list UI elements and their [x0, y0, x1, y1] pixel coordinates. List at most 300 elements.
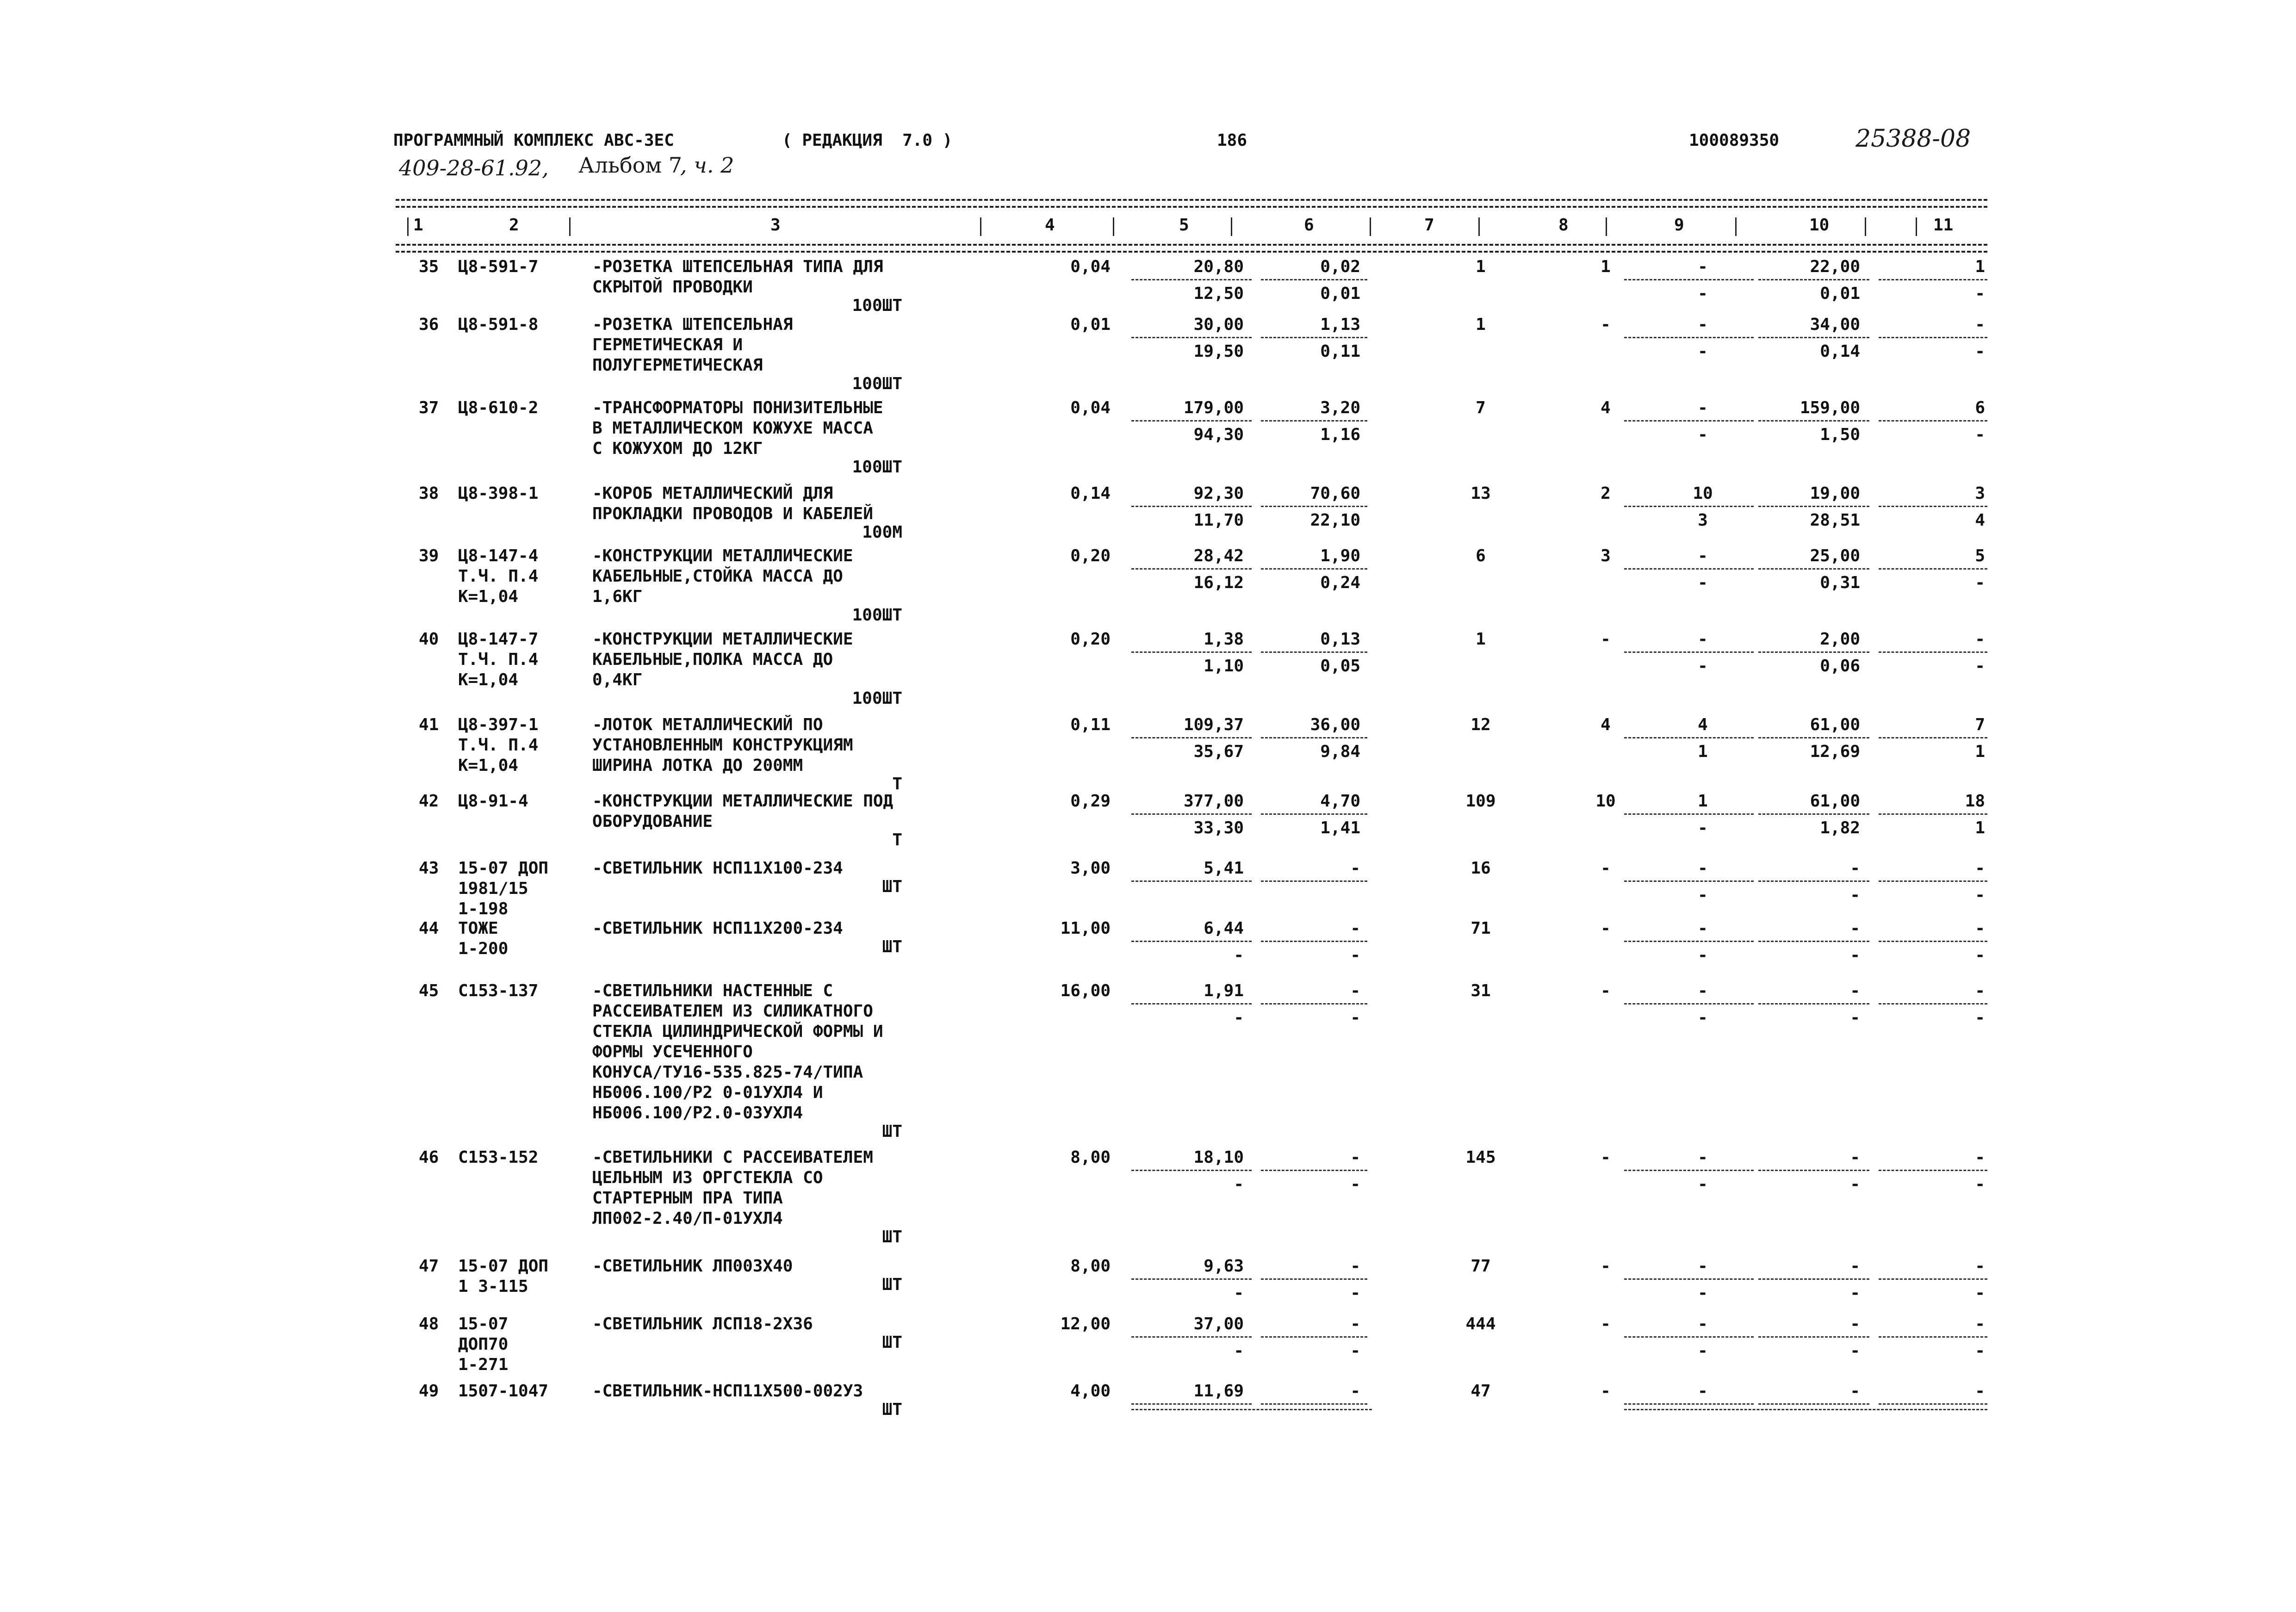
cell-divider [1624, 1403, 1754, 1405]
row-number: 39 [419, 546, 439, 565]
work-code: Т.Ч. П.4 [458, 736, 539, 755]
wage-cost: 19,50 [1193, 342, 1244, 361]
cell-divider [1261, 506, 1367, 507]
col11-value: - [1975, 1148, 1985, 1167]
cell-divider [1879, 1403, 1987, 1405]
quantity: 0,20 [1070, 546, 1111, 565]
labor-total: 31 [1471, 981, 1491, 1000]
col11-value: - [1975, 1257, 1985, 1276]
wage-cost: 33,30 [1193, 818, 1244, 837]
col11-value: - [1975, 1382, 1985, 1401]
labor-machinist: - [1601, 1314, 1611, 1333]
col11-value: 3 [1975, 484, 1985, 503]
machine-wage-cost: 0,24 [1320, 573, 1360, 592]
cell-divider [1261, 1003, 1367, 1004]
column-separator [1916, 217, 1917, 236]
quantity: 0,14 [1070, 484, 1111, 503]
column-separator [1231, 217, 1232, 236]
col11-value-2: - [1975, 886, 1985, 905]
col9-value: - [1698, 859, 1708, 878]
row-number: 46 [419, 1148, 439, 1167]
col9-value: - [1698, 630, 1708, 649]
unit-cost: 30,00 [1193, 315, 1244, 334]
labor-machinist: - [1601, 1148, 1611, 1167]
labor-total: 71 [1471, 919, 1491, 938]
machine-cost: 36,00 [1310, 715, 1360, 734]
quantity: 0,20 [1070, 630, 1111, 649]
labor-machinist: - [1601, 1257, 1611, 1276]
cell-divider [1758, 420, 1869, 422]
cell-divider [1261, 880, 1367, 882]
labor-total: 13 [1471, 484, 1491, 503]
labor-machinist: 10 [1595, 792, 1616, 811]
machine-wage-cost: - [1350, 1283, 1360, 1302]
work-description: -КОРОБ МЕТАЛЛИЧЕСКИЙ ДЛЯ [592, 484, 833, 503]
wage-cost: 94,30 [1193, 425, 1244, 444]
unit-cost: 377,00 [1183, 792, 1244, 811]
quantity: 0,11 [1070, 715, 1111, 734]
cell-divider [1758, 337, 1869, 338]
unit-cost: 179,00 [1183, 398, 1244, 417]
col9-value-2: - [1698, 946, 1708, 965]
work-description: -СВЕТИЛЬНИК ЛСП18-2Х36 [592, 1314, 813, 1333]
work-code: Ц8-147-4 [458, 546, 539, 565]
edition-label: ( РЕДАКЦИЯ 7.0 ) [782, 131, 953, 150]
col9-value: - [1698, 1314, 1708, 1333]
machine-cost: - [1350, 981, 1360, 1000]
col11-value: - [1975, 981, 1985, 1000]
machine-cost: 70,60 [1310, 484, 1360, 503]
header-bottom-rule-2 [396, 251, 1987, 253]
work-description: ШИРИНА ЛОТКА ДО 200ММ [592, 756, 803, 775]
cell-divider [1624, 337, 1754, 338]
col9-value: - [1698, 257, 1708, 276]
cell-divider [1131, 568, 1252, 570]
machine-cost: 0,13 [1320, 630, 1360, 649]
work-code: Ц8-591-7 [458, 257, 539, 276]
col11-value-2: 1 [1975, 742, 1985, 761]
work-description: ПОЛУГЕРМЕТИЧЕСКАЯ [592, 356, 763, 375]
col11-value: 1 [1975, 257, 1985, 276]
table-end-rule [1624, 1409, 1987, 1410]
cell-divider [1758, 651, 1869, 653]
column-separator [1865, 217, 1866, 236]
col9-value: - [1698, 315, 1708, 334]
work-code: ТОЖЕ [458, 919, 498, 938]
unit-of-measure: 100ШТ [852, 296, 902, 315]
wage-cost: 35,67 [1193, 742, 1244, 761]
wage-cost: 11,70 [1193, 511, 1244, 530]
col9-value-2: - [1698, 425, 1708, 444]
unit-of-measure: ШТ [882, 1122, 902, 1141]
work-description: -СВЕТИЛЬНИК ЛП003Х40 [592, 1257, 793, 1276]
column-header-5: 5 [1179, 216, 1189, 235]
col11-value-2: 4 [1975, 511, 1985, 530]
col9-value-2: - [1698, 657, 1708, 676]
row-number: 47 [419, 1257, 439, 1276]
cell-divider [1758, 1170, 1869, 1171]
col9-value: 4 [1698, 715, 1708, 734]
labor-total: 1 [1476, 630, 1486, 649]
machine-wage-cost: 9,84 [1320, 742, 1360, 761]
machine-wage-cost: 0,01 [1320, 284, 1360, 303]
cell-divider [1879, 337, 1987, 338]
col9-value: - [1698, 1148, 1708, 1167]
row-number: 37 [419, 398, 439, 417]
album-part: , ч. 2 [680, 153, 734, 178]
machine-cost: 1,13 [1320, 315, 1360, 334]
col11-value: - [1975, 919, 1985, 938]
material-cost: - [1850, 919, 1860, 938]
work-description: ЦЕЛЬНЫМ ИЗ ОРГСТЕКЛА СО [592, 1168, 823, 1187]
col11-value: - [1975, 315, 1985, 334]
col11-value: - [1975, 630, 1985, 649]
cell-divider [1261, 568, 1367, 570]
col11-value-2: - [1975, 573, 1985, 592]
machine-wage-cost: - [1350, 1175, 1360, 1194]
cell-divider [1131, 737, 1252, 738]
header-bottom-rule [396, 244, 1987, 246]
col9-value-2: - [1698, 1341, 1708, 1360]
unit-cost: 6,44 [1204, 919, 1244, 938]
unit-cost: 20,80 [1193, 257, 1244, 276]
row-number: 40 [419, 630, 439, 649]
material-cost-2: 0,06 [1820, 657, 1860, 676]
unit-cost: 1,38 [1204, 630, 1244, 649]
column-separator [1735, 217, 1737, 236]
col11-value: 7 [1975, 715, 1985, 734]
labor-total: 16 [1471, 859, 1491, 878]
labor-total: 47 [1471, 1382, 1491, 1401]
unit-cost: 5,41 [1204, 859, 1244, 878]
document-id: 100089350 [1689, 131, 1780, 150]
cell-divider [1131, 506, 1252, 507]
material-cost-2: - [1850, 1175, 1860, 1194]
machine-cost: - [1350, 859, 1360, 878]
column-header-6: 6 [1304, 216, 1314, 235]
col9-value-2: - [1698, 818, 1708, 837]
work-code: 1507-1047 [458, 1382, 549, 1401]
unit-of-measure: 100ШТ [852, 374, 902, 393]
cell-divider [1879, 279, 1987, 280]
quantity: 16,00 [1060, 981, 1111, 1000]
material-cost-2: - [1850, 886, 1860, 905]
material-cost: 19,00 [1810, 484, 1860, 503]
quantity: 0,04 [1070, 398, 1111, 417]
material-cost: - [1850, 1314, 1860, 1333]
column-header-3: 3 [770, 216, 781, 235]
unit-of-measure: 100ШТ [852, 458, 902, 477]
unit-cost: 11,69 [1193, 1382, 1244, 1401]
labor-machinist: - [1601, 1382, 1611, 1401]
header-top-rule [396, 199, 1987, 201]
unit-of-measure: ШТ [882, 1228, 902, 1246]
cell-divider [1624, 506, 1754, 507]
labor-total: 444 [1465, 1314, 1496, 1333]
col9-value-2: 3 [1698, 511, 1708, 530]
quantity: 11,00 [1060, 919, 1111, 938]
work-code: 15-07 ДОП [458, 859, 549, 878]
work-description: 1,6КГ [592, 587, 643, 606]
column-separator [980, 217, 981, 236]
work-description: РАССЕИВАТЕЛЕМ ИЗ СИЛИКАТНОГО [592, 1002, 873, 1021]
unit-of-measure: 100М [862, 523, 902, 542]
column-separator [1370, 217, 1371, 236]
quantity: 3,00 [1070, 859, 1111, 878]
material-cost-2: 1,82 [1820, 818, 1860, 837]
col11-value: 18 [1965, 792, 1985, 811]
work-description: -СВЕТИЛЬНИК НСП11Х200-234 [592, 919, 843, 938]
quantity: 12,00 [1060, 1314, 1111, 1333]
material-cost-2: 0,01 [1820, 284, 1860, 303]
col9-value-2: - [1698, 284, 1708, 303]
material-cost: - [1850, 1257, 1860, 1276]
cell-divider [1758, 737, 1869, 738]
col11-value: 6 [1975, 398, 1985, 417]
work-code: К=1,04 [458, 587, 519, 606]
cell-divider [1879, 1336, 1987, 1338]
quantity: 8,00 [1070, 1148, 1111, 1167]
cell-divider [1261, 1278, 1367, 1280]
material-cost: - [1850, 981, 1860, 1000]
unit-cost: 1,91 [1204, 981, 1244, 1000]
col9-value: - [1698, 546, 1708, 565]
col9-value: - [1698, 398, 1708, 417]
col9-value: 1 [1698, 792, 1708, 811]
cell-divider [1758, 279, 1869, 280]
work-description: -СВЕТИЛЬНИК НСП11Х100-234 [592, 859, 843, 878]
cell-divider [1624, 737, 1754, 738]
column-header-10: 10 [1809, 216, 1830, 235]
cell-divider [1131, 1170, 1252, 1171]
row-number: 48 [419, 1314, 439, 1333]
column-header-9: 9 [1674, 216, 1684, 235]
material-cost: 61,00 [1810, 792, 1860, 811]
cell-divider [1261, 1170, 1367, 1171]
work-code: 1-200 [458, 939, 509, 958]
cell-divider [1879, 880, 1987, 882]
material-cost-2: 12,69 [1810, 742, 1860, 761]
work-description: ГЕРМЕТИЧЕСКАЯ И [592, 335, 743, 354]
machine-cost: - [1350, 1314, 1360, 1333]
labor-machinist: - [1601, 630, 1611, 649]
cell-divider [1879, 506, 1987, 507]
machine-cost: - [1350, 919, 1360, 938]
quantity: 0,01 [1070, 315, 1111, 334]
work-description: ФОРМЫ УСЕЧЕННОГО [592, 1042, 753, 1061]
col9-value-2: - [1698, 1175, 1708, 1194]
unit-of-measure: ШТ [882, 1333, 902, 1352]
cell-divider [1261, 279, 1367, 280]
col11-value-2: 1 [1975, 818, 1985, 837]
work-description: -КОНСТРУКЦИИ МЕТАЛЛИЧЕСКИЕ [592, 546, 853, 565]
machine-cost: 4,70 [1320, 792, 1360, 811]
row-number: 36 [419, 315, 439, 334]
wage-cost: - [1234, 946, 1244, 965]
col9-value: - [1698, 919, 1708, 938]
machine-cost: - [1350, 1148, 1360, 1167]
labor-machinist: 4 [1601, 715, 1611, 734]
wage-cost: - [1234, 1008, 1244, 1027]
cell-divider [1624, 813, 1754, 815]
machine-cost: - [1350, 1257, 1360, 1276]
work-code: Ц8-591-8 [458, 315, 539, 334]
work-description: -СВЕТИЛЬНИКИ НАСТЕННЫЕ С [592, 981, 833, 1000]
cell-divider [1624, 420, 1754, 422]
unit-of-measure: ШТ [882, 1400, 902, 1419]
work-code: 1-198 [458, 899, 509, 918]
cell-divider [1261, 813, 1367, 815]
unit-cost: 109,37 [1183, 715, 1244, 734]
work-code: Ц8-147-7 [458, 630, 539, 649]
cell-divider [1624, 1336, 1754, 1338]
cell-divider [1261, 337, 1367, 338]
col11-value-2: - [1975, 1341, 1985, 1360]
unit-of-measure: ШТ [882, 1275, 902, 1294]
column-header-4: 4 [1045, 216, 1055, 235]
material-cost-2: 1,50 [1820, 425, 1860, 444]
column-header-7: 7 [1424, 216, 1434, 235]
work-description: -РОЗЕТКА ШТЕПСЕЛЬНАЯ ТИПА ДЛЯ [592, 257, 883, 276]
col9-value-2: 1 [1698, 742, 1708, 761]
material-cost-2: 0,31 [1820, 573, 1860, 592]
machine-wage-cost: 0,11 [1320, 342, 1360, 361]
labor-total: 1 [1476, 257, 1486, 276]
cell-divider [1879, 420, 1987, 422]
unit-cost: 18,10 [1193, 1148, 1244, 1167]
col11-value: 5 [1975, 546, 1985, 565]
cell-divider [1624, 279, 1754, 280]
table-end-rule [1131, 1409, 1372, 1410]
work-description: -ЛОТОК МЕТАЛЛИЧЕСКИЙ ПО [592, 715, 823, 734]
cell-divider [1131, 420, 1252, 422]
column-header-8: 8 [1558, 216, 1569, 235]
cell-divider [1879, 1003, 1987, 1004]
column-header-2: 2 [509, 216, 519, 235]
labor-machinist: - [1601, 859, 1611, 878]
machine-cost: 3,20 [1320, 398, 1360, 417]
work-description: КАБЕЛЬНЫЕ,СТОЙКА МАССА ДО [592, 567, 843, 586]
cell-divider [1131, 1278, 1252, 1280]
column-separator [1113, 217, 1114, 236]
cell-divider [1758, 568, 1869, 570]
unit-cost: 37,00 [1193, 1314, 1244, 1333]
material-cost: 159,00 [1800, 398, 1860, 417]
material-cost-2: 28,51 [1810, 511, 1860, 530]
cell-divider [1131, 880, 1252, 882]
cell-divider [1261, 420, 1367, 422]
machine-cost: - [1350, 1382, 1360, 1401]
work-code: К=1,04 [458, 756, 519, 775]
cell-divider [1261, 737, 1367, 738]
cell-divider [1624, 1170, 1754, 1171]
col9-value: 10 [1693, 484, 1713, 503]
col9-value: - [1698, 1257, 1708, 1276]
labor-total: 1 [1476, 315, 1486, 334]
column-header-11: 11 [1933, 216, 1954, 235]
work-description: В МЕТАЛЛИЧЕСКОМ КОЖУХЕ МАССА [592, 419, 873, 438]
cell-divider [1758, 813, 1869, 815]
col9-value-2: - [1698, 573, 1708, 592]
col11-value-2: - [1975, 1008, 1985, 1027]
work-code: К=1,04 [458, 670, 519, 689]
cell-divider [1624, 941, 1754, 942]
col11-value-2: - [1975, 284, 1985, 303]
labor-total: 12 [1471, 715, 1491, 734]
handwritten-stamp-number: 25388-08 [1855, 125, 1971, 153]
cell-divider [1624, 568, 1754, 570]
work-code: 1-271 [458, 1355, 509, 1374]
cell-divider [1261, 651, 1367, 653]
material-cost-2: - [1850, 946, 1860, 965]
work-description: СТАРТЕРНЫМ ПРА ТИПА [592, 1189, 783, 1208]
cell-divider [1261, 1336, 1367, 1338]
material-cost-2: - [1850, 1341, 1860, 1360]
wage-cost: - [1234, 1283, 1244, 1302]
work-description: КОНУСА/ТУ16-535.825-74/ТИПА [592, 1063, 863, 1082]
work-description: СТЕКЛА ЦИЛИНДРИЧЕСКОЙ ФОРМЫ И [592, 1022, 883, 1041]
unit-cost: 92,30 [1193, 484, 1244, 503]
labor-machinist: - [1601, 981, 1611, 1000]
cell-divider [1131, 941, 1252, 942]
material-cost: - [1850, 1382, 1860, 1401]
machine-wage-cost: 0,05 [1320, 657, 1360, 676]
material-cost: - [1850, 1148, 1860, 1167]
material-cost: 22,00 [1810, 257, 1860, 276]
col9-value-2: - [1698, 886, 1708, 905]
col9-value-2: - [1698, 1008, 1708, 1027]
machine-cost: 0,02 [1320, 257, 1360, 276]
work-code: 1981/15 [458, 879, 528, 898]
machine-wage-cost: - [1350, 946, 1360, 965]
material-cost: 2,00 [1820, 630, 1860, 649]
cell-divider [1131, 1336, 1252, 1338]
col11-value: - [1975, 1314, 1985, 1333]
col11-value: - [1975, 859, 1985, 878]
unit-of-measure: Т [892, 831, 902, 849]
col11-value-2: - [1975, 425, 1985, 444]
work-code: Ц8-610-2 [458, 398, 539, 417]
cell-divider [1624, 1278, 1754, 1280]
cell-divider [1261, 1403, 1367, 1405]
machine-cost: 1,90 [1320, 546, 1360, 565]
machine-wage-cost: 22,10 [1310, 511, 1360, 530]
cell-divider [1131, 1003, 1252, 1004]
column-header-1: 1 [413, 216, 423, 235]
unit-of-measure: 100ШТ [852, 689, 902, 708]
labor-machinist: 3 [1601, 546, 1611, 565]
cell-divider [1758, 1336, 1869, 1338]
col9-value: - [1698, 981, 1708, 1000]
cell-divider [1261, 941, 1367, 942]
quantity: 8,00 [1070, 1257, 1111, 1276]
row-number: 41 [419, 715, 439, 734]
cell-divider [1879, 1278, 1987, 1280]
col9-value: - [1698, 1382, 1708, 1401]
work-description: КАБЕЛЬНЫЕ,ПОЛКА МАССА ДО [592, 650, 833, 669]
machine-wage-cost: - [1350, 1341, 1360, 1360]
work-description: НБ006.100/Р2.0-03УХЛ4 [592, 1104, 803, 1122]
wage-cost: - [1234, 1175, 1244, 1194]
wage-cost: - [1234, 1341, 1244, 1360]
handwritten-reference: 409-28-61.92, [399, 155, 549, 180]
wage-cost: 1,10 [1204, 657, 1244, 676]
unit-cost: 9,63 [1204, 1257, 1244, 1276]
wage-cost: 12,50 [1193, 284, 1244, 303]
machine-wage-cost: - [1350, 1008, 1360, 1027]
work-code: С153-137 [458, 981, 539, 1000]
unit-cost: 28,42 [1193, 546, 1244, 565]
